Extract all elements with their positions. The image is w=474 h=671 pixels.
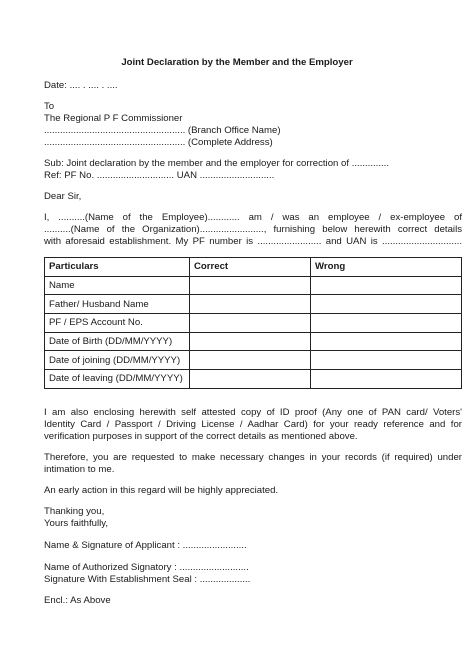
wrong-cell[interactable] (311, 332, 462, 351)
table-row (45, 295, 462, 314)
to-label: To (44, 101, 55, 112)
establishment-seal-line: Signature With Establishment Seal : ................... (44, 574, 251, 585)
early-action-line: An early action in this regard will be highly appreciated. (44, 485, 279, 496)
thanking-line: Thanking you, (44, 506, 105, 517)
salutation: Dear Sir, (44, 191, 82, 202)
enclosing-line-2: Identity Card / Passport / Driving License / Aadhar Card) for your ready reference and for (44, 419, 462, 430)
table-row (45, 370, 462, 389)
correct-cell[interactable] (190, 370, 311, 389)
request-line-2: intimation to me. (44, 464, 115, 475)
table-row (45, 351, 462, 370)
header-correct: Correct (190, 258, 311, 277)
correct-cell[interactable] (190, 276, 311, 295)
complete-address-line: ..................................................... (Complete Address) (44, 137, 273, 148)
table-row (45, 276, 462, 295)
request-line-1: Therefore, you are requested to make necessary changes in your records (if required) under (44, 452, 462, 463)
body-line-2: ..........(Name of the Organization)........................, furnishing below herewith correct details (44, 224, 462, 235)
table-row (45, 314, 462, 333)
correct-cell[interactable] (190, 351, 311, 370)
wrong-cell[interactable] (311, 314, 462, 333)
document-title: Joint Declaration by the Member and the Employer (121, 57, 353, 68)
details-table (44, 257, 462, 389)
branch-office-line: ..................................................... (Branch Office Name) (44, 125, 281, 136)
addressee: The Regional P F Commissioner (44, 113, 183, 124)
row-label: Name (45, 276, 190, 295)
authorized-signatory-line: Name of Authorized Signatory : .......................... (44, 562, 249, 573)
reference-line: Ref: PF No. ............................. UAN ............................ (44, 170, 275, 181)
date-line: Date: .... . .... . .... (44, 80, 118, 91)
correct-cell[interactable] (190, 332, 311, 351)
table-row (45, 332, 462, 351)
row-label: Date of Birth (DD/MM/YYYY) (45, 332, 190, 351)
table-header-row (45, 258, 462, 277)
correct-cell[interactable] (190, 314, 311, 333)
correct-cell[interactable] (190, 295, 311, 314)
row-label: Date of leaving (DD/MM/YYYY) (45, 370, 190, 389)
subject-line: Sub: Joint declaration by the member and the employer for correction of .............. (44, 158, 390, 169)
enclosure-line: Encl.: As Above (44, 595, 111, 606)
wrong-cell[interactable] (311, 295, 462, 314)
closing-line: Yours faithfully, (44, 518, 108, 529)
row-label: PF / EPS Account No. (45, 314, 190, 333)
header-particulars: Particulars (45, 258, 190, 277)
body-line-3: with aforesaid establishment. My PF number is ........................ and UAN is .............................. (44, 236, 462, 247)
enclosing-line-3: verification purposes in support of the correct details as mentioned above. (44, 431, 358, 442)
row-label: Father/ Husband Name (45, 295, 190, 314)
enclosing-line-1: I am also enclosing herewith self attested copy of ID proof (Any one of PAN card/ Voters' (44, 407, 462, 418)
body-line-1: I, ..........(Name of the Employee)............ am / was an employee / ex-employee of (44, 212, 462, 223)
wrong-cell[interactable] (311, 276, 462, 295)
header-wrong: Wrong (311, 258, 462, 277)
row-label: Date of joining (DD/MM/YYYY) (45, 351, 190, 370)
wrong-cell[interactable] (311, 351, 462, 370)
wrong-cell[interactable] (311, 370, 462, 389)
applicant-signature-line: Name & Signature of Applicant : ........................ (44, 540, 247, 551)
